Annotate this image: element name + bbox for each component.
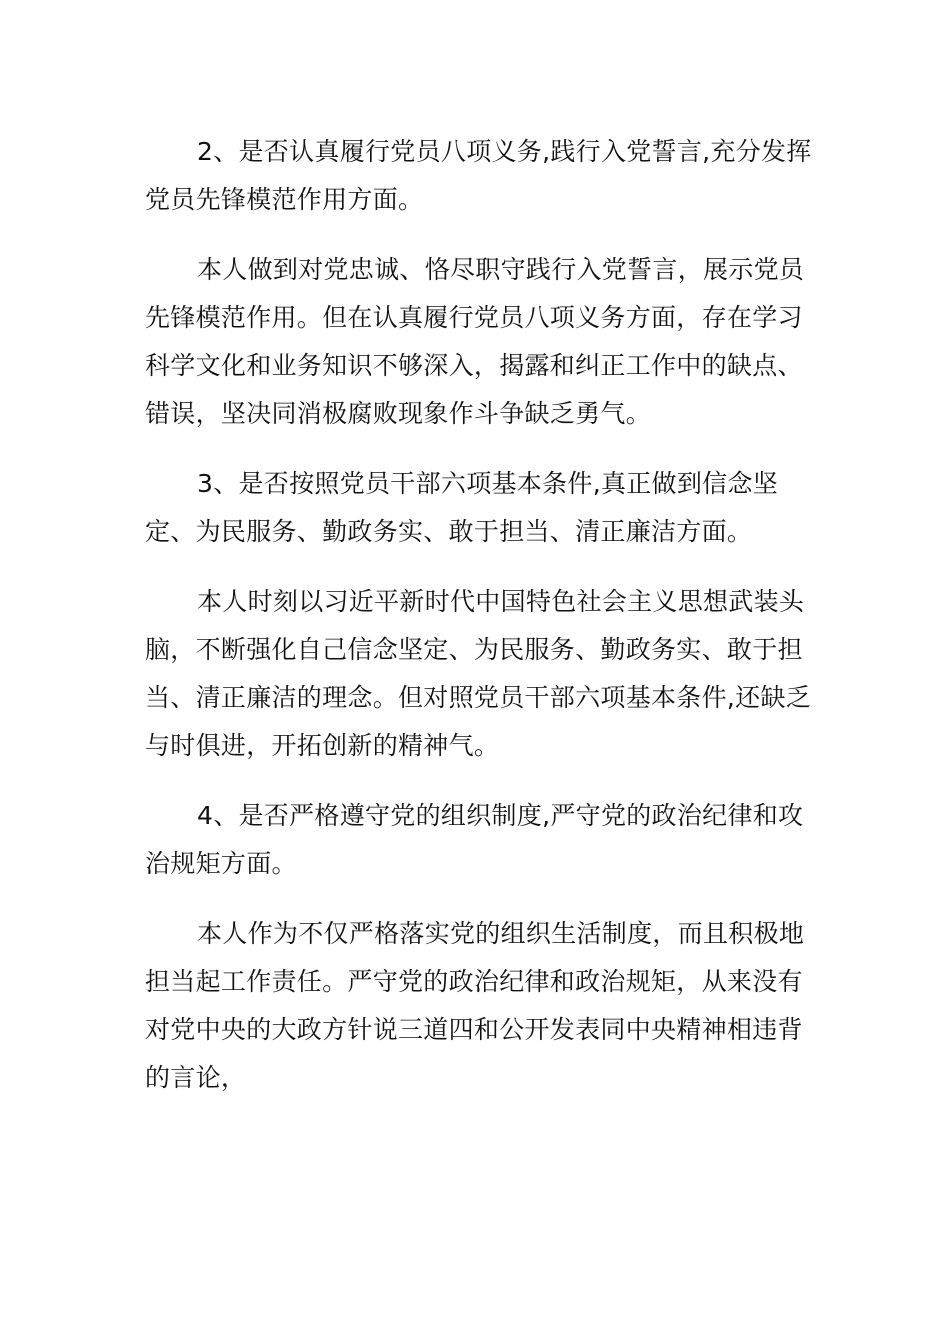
paragraph-answer-2: 本人做到对党忠诚、恪尽职守践行入党誓言，展示党员先锋模范作用。但在认真履行党员八项义务方面，存在学习科学文化和业务知识不够深入，揭露和纠正工作中的缺点、错误，坚决同消极腐败现象作斗争缺乏勇气。 [145, 255, 805, 428]
paragraph-answer-4: 本人作为不仅严格落实党的组织生活制度，而且积极地担当起工作责任。严守党的政治纪律和政治规矩，从来没有对党中央的大政方针说三道四和公开发表同中央精神相违背的言论， [145, 919, 805, 1092]
paragraph-answer-3: 本人时刻以习近平新时代中国特色社会主义思想武装头脑，不断强化自己信念坚定、为民服务、勤政务实、敢于担当、清正廉洁的理念。但对照党员干部六项基本条件,还缺乏与时俱进，开拓创新的精神气。 [145, 587, 812, 760]
paragraph-question-3: 3、是否按照党员干部六项基本条件,真正做到信念坚定、为民服务、勤政务实、敢于担当、清正廉洁方面。 [145, 469, 779, 546]
document-body [145, 128, 815, 1102]
paragraph-question-2: 2、是否认真履行党员八项义务,践行入党誓言,充分发挥党员先锋模范作用方面。 [145, 137, 812, 214]
paragraph-question-4: 4、是否严格遵守党的组织制度,严守党的政治纪律和攻治规矩方面。 [145, 801, 804, 878]
